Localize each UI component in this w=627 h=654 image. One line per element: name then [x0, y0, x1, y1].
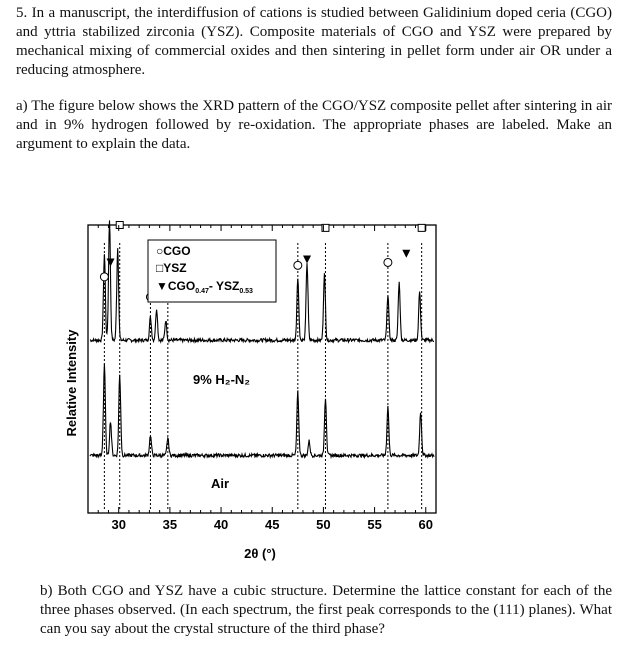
xrd-chart: [0, 215, 627, 575]
y-axis-label: Relative Intensity: [64, 329, 79, 437]
marker-mixed-phase: [303, 256, 311, 264]
legend-ysz: □YSZ: [156, 261, 187, 275]
legend-box: [148, 240, 276, 302]
question-intro: 5. In a manuscript, the interdiffusion of cations is studied between Galidinium doped ceria (CGO) and yttria stabilized zirconia (YSZ). Composite materials of CGO and YSZ were prepared by mechanical mixing of commercial oxides and then sintering in pellet form under air OR under a reducing atmosphere.: [16, 5, 612, 78]
x-tick-label: 40: [213, 517, 229, 532]
legend-cgo: ○CGO: [156, 244, 191, 258]
x-tick-label: 45: [265, 517, 280, 532]
series-label-h2: 9% H₂-N₂: [193, 372, 251, 387]
x-tick-label: 50: [316, 517, 331, 532]
x-tick-label: 30: [111, 517, 126, 532]
marker-ysz: [418, 224, 425, 231]
marker-mixed-phase: [107, 258, 115, 266]
spectrum-air: [90, 364, 434, 458]
marker-cgo: [294, 261, 302, 269]
marker-cgo: [100, 273, 108, 281]
series-label-air: Air: [211, 476, 230, 491]
marker-mixed-phase: [402, 250, 410, 258]
x-tick-label: 60: [418, 517, 433, 532]
question-part-a: a) The figure below shows the XRD pattern of the CGO/YSZ composite pellet after sintering in air and in 9% hydrogen followed by re-oxidation. The appropriate phases are labeled. Make an argument to explain the data.: [16, 98, 612, 152]
legend-mixed-phase: $▼CGO_{0.47}-$ $YSZ_{0.53}$: [156, 279, 253, 295]
x-tick-label: 35: [162, 517, 178, 532]
marker-ysz: [116, 222, 123, 229]
x-axis-label: 2θ (°): [244, 546, 276, 561]
question-part-b: b) Both CGO and YSZ have a cubic structure. Determine the lattice constant for each of the three phases observed. (In each spectrum, the first peak corresponds to the (111) planes). What can you say about the crystal structure of the third phase?: [40, 583, 612, 637]
marker-cgo: [384, 258, 392, 266]
x-tick-label: 55: [367, 517, 382, 532]
